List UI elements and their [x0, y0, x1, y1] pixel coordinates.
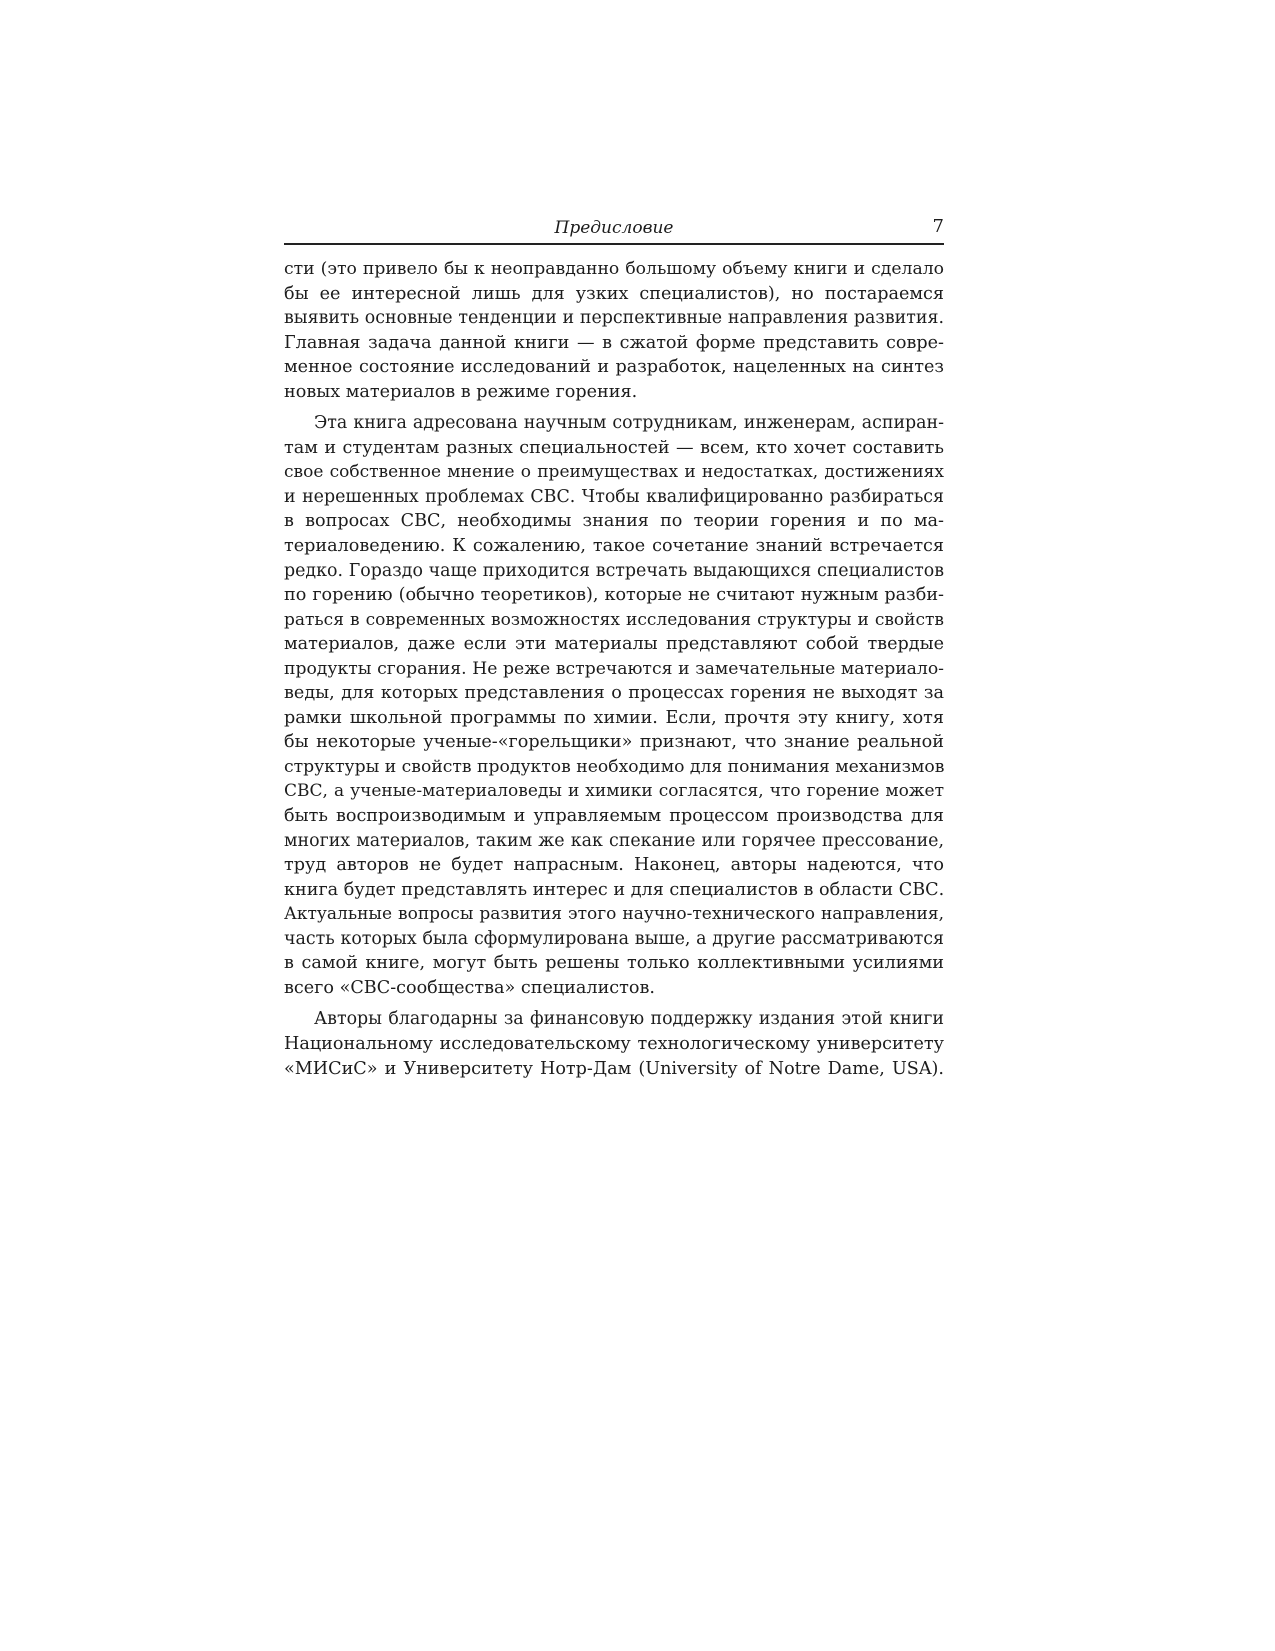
text-line: там и студентам разных специальностей — всем, кто хочет составить — [284, 437, 944, 458]
text-line: раться в современных возможностях исследования структуры и свойств — [284, 609, 944, 630]
text-line: Эта книга адресована научным сотрудникам, инженерам, аспиран- — [314, 413, 944, 434]
running-header — [284, 213, 944, 245]
text-line: териаловедению. К сожалению, такое сочетание знаний встречается — [284, 536, 944, 557]
text-line: СВС, а ученые-материаловеды и химики согласятся, что горение может — [284, 781, 944, 802]
text-line: продукты сгорания. Не реже встречаются и замечательные материало- — [284, 658, 944, 679]
text-line: менное состояние исследований и разработок, нацеленных на синтез — [284, 357, 944, 378]
text-line: веды, для которых представления о процессах горения не выходят за — [284, 683, 944, 704]
text-line: сти (это привело бы к неоправданно большому объему книги и сделало — [284, 259, 944, 279]
text-line: в вопросах СВС, необходимы знания по теории горения и по ма- — [284, 511, 944, 532]
text-line: новых материалов в режиме горения. — [284, 381, 638, 402]
text-line: всего «СВС-сообщества» специалистов. — [284, 977, 655, 998]
text-line: Авторы благодарны за финансовую поддержку издания этой книги — [314, 1009, 944, 1030]
running-title: Предисловие — [554, 218, 674, 238]
text-line: многих материалов, таким же как спекание или горячее прессование, — [284, 830, 944, 851]
text-line: бы ее интересной лишь для узких специалистов), но постараемся — [284, 283, 944, 304]
text-line: труд авторов не будет напрасным. Наконец, авторы надеются, что — [284, 855, 944, 876]
text-line: свое собственное мнение о преимуществах и недостатках, достижениях — [284, 462, 944, 483]
text-line: часть которых была сформулирована выше, а другие рассматриваются — [284, 928, 944, 949]
text-line: быть воспроизводимым и управляемым процессом производства для — [284, 806, 944, 827]
text-line: книга будет представлять интерес и для специалистов в области СВС. — [284, 879, 944, 900]
text-line: структуры и свойств продуктов необходимо для понимания механизмов — [284, 756, 944, 777]
page-number: 7 — [932, 216, 944, 237]
text-line: выявить основные тенденции и перспективные направления развития. — [284, 308, 944, 329]
text-line: рамки школьной программы по химии. Если, прочтя эту книгу, хотя — [284, 707, 944, 728]
text-line: бы некоторые ученые-«горельщики» признают, что знание реальной — [284, 732, 944, 753]
text-line: в самой книге, могут быть решены только коллективными усилиями — [284, 953, 944, 974]
text-line: Национальному исследовательскому технологическому университету — [284, 1033, 944, 1054]
text-line: Актуальные вопросы развития этого научно-технического направления, — [284, 904, 944, 925]
body-text — [284, 257, 944, 1081]
paragraph-2 — [284, 411, 944, 1000]
paragraph-1 — [284, 257, 944, 404]
text-line: редко. Гораздо чаще приходится встречать выдающихся специалистов — [284, 560, 944, 581]
paragraph-3 — [284, 1007, 944, 1081]
text-line: по горению (обычно теоретиков), которые не считают нужным разби- — [284, 585, 944, 606]
text-line: и нерешенных проблемах СВС. Чтобы квалифицированно разбираться — [284, 486, 944, 507]
text-line: Главная задача данной книги — в сжатой форме представить совре- — [284, 332, 944, 353]
text-line: «МИСиС» и Университету Нотр-Дам (University of Notre Dame, USA). — [284, 1058, 944, 1079]
book-page — [284, 213, 944, 1081]
text-line: материалов, даже если эти материалы представляют собой твердые — [284, 634, 944, 655]
